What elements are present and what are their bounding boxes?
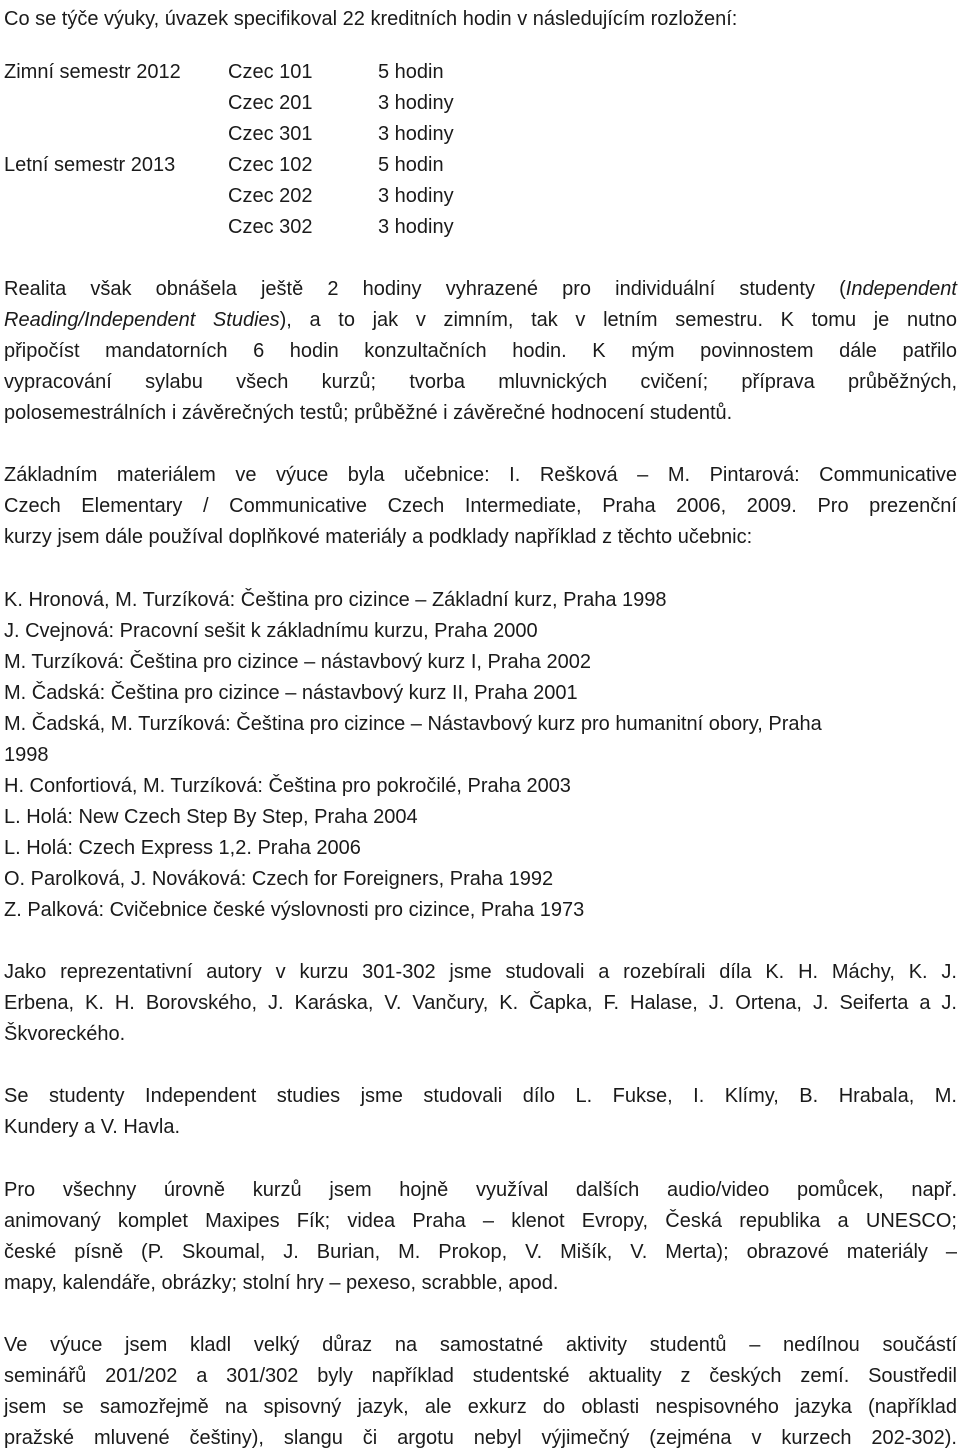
text-line: kurzy jsem dále používal doplňkové materiály a podklady například z těchto učebnic: bbox=[4, 526, 753, 548]
italic-text-run: Reading/Independent Studies bbox=[4, 309, 280, 331]
text-line: Ve výuce jsem kladl velký důraz na samostatné aktivity studentů – nedílnou součástí bbox=[4, 1334, 957, 1356]
list-item: H. Confortiová, M. Turzíková: Čeština pro pokročilé, Praha 2003 bbox=[4, 775, 571, 797]
text-line: seminářů 201/202 a 301/302 byly například studentské aktuality z českých zemí. Soustředil bbox=[4, 1365, 957, 1387]
list-item: K. Hronová, M. Turzíková: Čeština pro cizince – Základní kurz, Praha 1998 bbox=[4, 589, 667, 611]
text-line: polosemestrálních i závěrečných testů; průběžné i závěrečné hodnocení studentů. bbox=[4, 402, 733, 424]
text-line bbox=[4, 274, 957, 304]
text-line bbox=[4, 305, 957, 335]
list-item: Z. Palková: Cvičebnice české výslovnosti pro cizince, Praha 1973 bbox=[4, 899, 585, 921]
hours-cell: 3 hodiny bbox=[378, 185, 454, 207]
list-item: L. Holá: Czech Express 1,2. Praha 2006 bbox=[4, 837, 361, 859]
text-line: Kundery a V. Havla. bbox=[4, 1116, 181, 1138]
list-item: L. Holá: New Czech Step By Step, Praha 2004 bbox=[4, 806, 418, 828]
course-cell: Czec 302 bbox=[228, 216, 313, 238]
text-line: Jako reprezentativní autory v kurzu 301-302 jsme studovali a rozebírali díla K. H. Máchy, K. J. bbox=[4, 961, 957, 983]
course-cell: Czec 102 bbox=[228, 154, 313, 176]
text-line: Erbena, K. H. Borovského, J. Karáska, V. Vančury, K. Čapka, F. Halase, J. Ortena, J. Seiferta a J. bbox=[4, 992, 957, 1014]
hours-cell: 5 hodin bbox=[378, 61, 444, 83]
list-item: J. Cvejnová: Pracovní sešit k základnímu kurzu, Praha 2000 bbox=[4, 620, 538, 642]
hours-cell: 3 hodiny bbox=[378, 216, 454, 238]
list-item: M. Turzíková: Čeština pro cizince – nástavbový kurz I, Praha 2002 bbox=[4, 651, 591, 673]
text-run: ), a to jak v zimním, tak v letním semestru. K tomu je nutno bbox=[279, 309, 958, 331]
course-cell: Czec 101 bbox=[228, 61, 313, 83]
text-line: vypracování sylabu všech kurzů; tvorba mluvnických cvičení; příprava průběžných, bbox=[4, 371, 957, 393]
text-line: Škvoreckého. bbox=[4, 1023, 126, 1045]
text-line: české písně (P. Skoumal, J. Burian, M. Prokop, V. Mišík, V. Merta); obrazové materiály – bbox=[4, 1241, 957, 1263]
text-line: připočíst mandatorních 6 hodin konzultačních hodin. K mým povinnostem dále patřilo bbox=[4, 340, 957, 362]
list-item: M. Čadská: Čeština pro cizince – nástavbový kurz II, Praha 2001 bbox=[4, 682, 578, 704]
text-line: Se studenty Independent studies jsme studovali dílo L. Fukse, I. Klímy, B. Hrabala, M. bbox=[4, 1085, 957, 1107]
text-line: Základním materiálem ve výuce byla učebnice: I. Rešková – M. Pintarová: Communicative bbox=[4, 464, 957, 486]
hours-cell: 3 hodiny bbox=[378, 123, 454, 145]
course-cell: Czec 201 bbox=[228, 92, 313, 114]
text-line: jsem se samozřejmě na spisovný jazyk, ale exkurz do oblasti nespisovného jazyka (například bbox=[4, 1396, 957, 1418]
hours-cell: 3 hodiny bbox=[378, 92, 454, 114]
course-cell: Czec 301 bbox=[228, 123, 313, 145]
semester-cell: Letní semestr 2013 bbox=[4, 154, 176, 176]
course-cell: Czec 202 bbox=[228, 185, 313, 207]
hours-cell: 5 hodin bbox=[378, 154, 444, 176]
text-run: Realita však obnášela ještě 2 hodiny vyhrazené pro individuální studenty ( bbox=[4, 278, 846, 300]
list-item: M. Čadská, M. Turzíková: Čeština pro cizince – Nástavbový kurz pro humanitní obory, Praha bbox=[4, 713, 822, 735]
italic-text-run: Independent bbox=[845, 278, 957, 300]
list-item: O. Parolková, J. Nováková: Czech for Foreigners, Praha 1992 bbox=[4, 868, 554, 890]
text-line: Pro všechny úrovně kurzů jsem hojně využíval dalších audio/video pomůcek, např. bbox=[4, 1179, 957, 1201]
list-item: 1998 bbox=[4, 744, 49, 766]
semester-cell: Zimní semestr 2012 bbox=[4, 61, 181, 83]
text-line: animovaný komplet Maxipes Fík; videa Praha – klenot Evropy, Česká republika a UNESCO; bbox=[4, 1210, 957, 1232]
text-line: Czech Elementary / Communicative Czech Intermediate, Praha 2006, 2009. Pro prezenční bbox=[4, 495, 957, 517]
intro-text: Co se týče výuky, úvazek specifikoval 22 kreditních hodin v následujícím rozložení: bbox=[4, 8, 738, 30]
text-line: mapy, kalendáře, obrázky; stolní hry – pexeso, scrabble, apod. bbox=[4, 1272, 559, 1294]
text-line: pražské mluvené češtiny), slangu či argotu nebyl výjimečný (zejména v kurzech 202-302). bbox=[4, 1427, 957, 1449]
